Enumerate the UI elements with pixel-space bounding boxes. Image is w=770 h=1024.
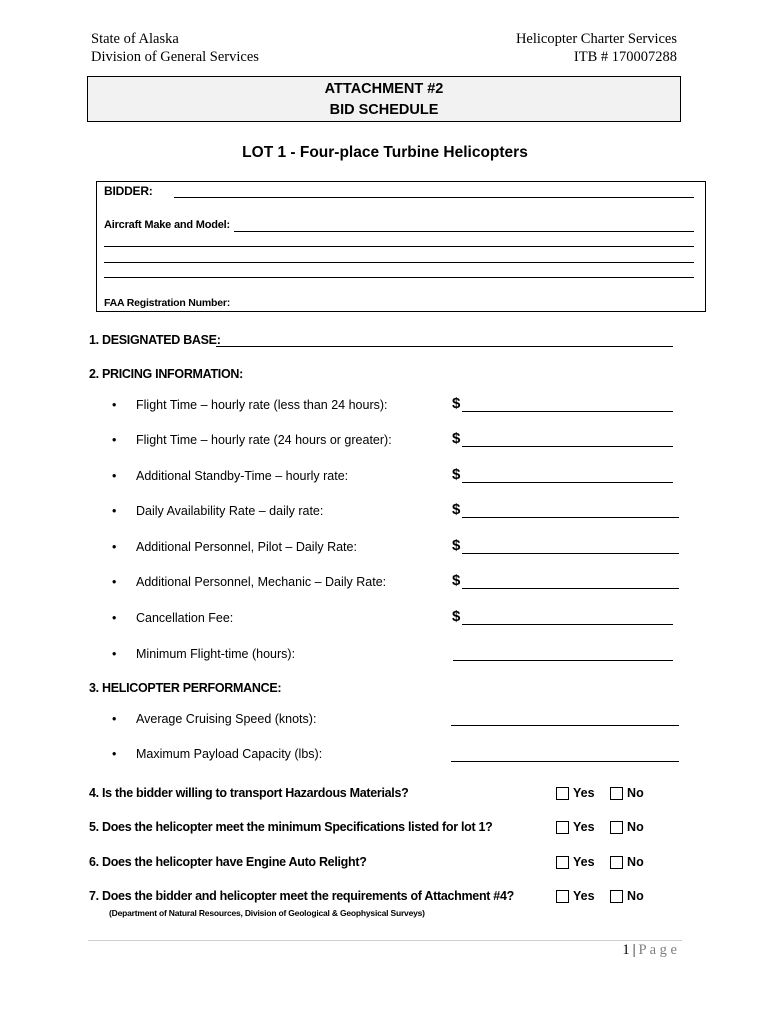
performance-item: • Average Cruising Speed (knots): [112,712,317,726]
bidder-box [96,181,706,312]
pricing-item: • Additional Personnel, Pilot – Daily Rate: [112,540,357,554]
title-box [87,76,681,122]
footer-divider [88,940,682,941]
pricing-dollar: $ [452,537,461,554]
title-bid-schedule: BID SCHEDULE [329,102,439,118]
page-number: 1 | P a g e [622,942,677,958]
bidder-label: BIDDER: [104,184,153,198]
performance-label: 3. HELICOPTER PERFORMANCE: [89,681,282,695]
no-checkbox[interactable] [610,787,623,800]
pricing-field[interactable] [462,482,673,483]
pricing-dollar: $ [452,430,461,447]
designated-base-label: 1. DESIGNATED BASE: [89,333,221,347]
question-label: 5. Does the helicopter meet the minimum Specifications listed for lot 1? [89,820,493,834]
yes-no-group [556,786,644,800]
pricing-label: 2. PRICING INFORMATION: [89,367,243,381]
pricing-dollar: $ [452,501,461,518]
lot-title: LOT 1 - Four-place Turbine Helicopters [242,144,528,161]
performance-item: • Maximum Payload Capacity (lbs): [112,747,323,761]
pricing-dollar: $ [452,608,461,625]
no-checkbox[interactable] [610,890,623,903]
question-label: 7. Does the bidder and helicopter meet the requirements of Attachment #4? [89,889,514,903]
no-label: No [627,820,644,834]
header-state: State of Alaska [91,31,179,47]
no-label: No [627,855,644,869]
designated-base-field[interactable] [216,346,673,347]
yes-no-group [556,889,644,903]
yes-checkbox[interactable] [556,787,569,800]
pricing-dollar: $ [452,395,461,412]
pricing-item: • Additional Standby-Time – hourly rate: [112,469,349,483]
header-right [516,30,677,66]
pricing-field[interactable] [462,411,673,412]
faa-label: FAA Registration Number: [104,297,231,309]
pricing-field[interactable] [462,446,673,447]
aircraft-field-line2[interactable] [104,246,694,247]
pricing-item: • Minimum Flight-time (hours): [112,647,296,661]
yes-label: Yes [573,786,595,800]
pricing-field[interactable] [462,588,679,589]
pricing-field[interactable] [462,624,673,625]
min-flight-time-field[interactable] [453,660,673,661]
title-attachment: ATTACHMENT #2 [324,81,444,97]
yes-label: Yes [573,855,595,869]
no-checkbox[interactable] [610,856,623,869]
pricing-item: • Flight Time – hourly rate (24 hours or greater): [112,433,392,447]
yes-label: Yes [573,889,595,903]
no-checkbox[interactable] [610,821,623,834]
header-service: Helicopter Charter Services [515,31,677,47]
no-label: No [627,889,644,903]
yes-no-group [556,820,644,834]
pricing-field[interactable] [462,553,679,554]
question-label: 4. Is the bidder willing to transport Hazardous Materials? [89,786,409,800]
yes-checkbox[interactable] [556,890,569,903]
header-itb: ITB # 170007288 [573,49,677,65]
yes-label: Yes [573,820,595,834]
page-word: P a g e [638,942,677,958]
pricing-item: • Cancellation Fee: [112,611,234,625]
payload-capacity-field[interactable] [451,761,679,762]
page-number-value: 1 [622,942,630,958]
question-label: 6. Does the helicopter have Engine Auto Relight? [89,855,367,869]
header-division: Division of General Services [91,49,259,65]
aircraft-field[interactable] [234,231,694,232]
bidder-field[interactable] [174,197,694,198]
aircraft-label: Aircraft Make and Model: [104,219,231,231]
yes-checkbox[interactable] [556,821,569,834]
pricing-field[interactable] [462,517,679,518]
pricing-dollar: $ [452,466,461,483]
pricing-item: • Daily Availability Rate – daily rate: [112,504,324,518]
yes-checkbox[interactable] [556,856,569,869]
pricing-item: • Additional Personnel, Mechanic – Daily Rate: [112,575,387,589]
no-label: No [627,786,644,800]
yes-no-group [556,855,644,869]
pricing-dollar: $ [452,572,461,589]
header-left [91,30,259,66]
aircraft-field-line3[interactable] [104,262,694,263]
pricing-item: • Flight Time – hourly rate (less than 24 hours): [112,398,388,412]
aircraft-field-line4[interactable] [104,277,694,278]
q7-note: (Department of Natural Resources, Division of Geological & Geophysical Surveys) [109,908,425,918]
cruising-speed-field[interactable] [451,725,679,726]
